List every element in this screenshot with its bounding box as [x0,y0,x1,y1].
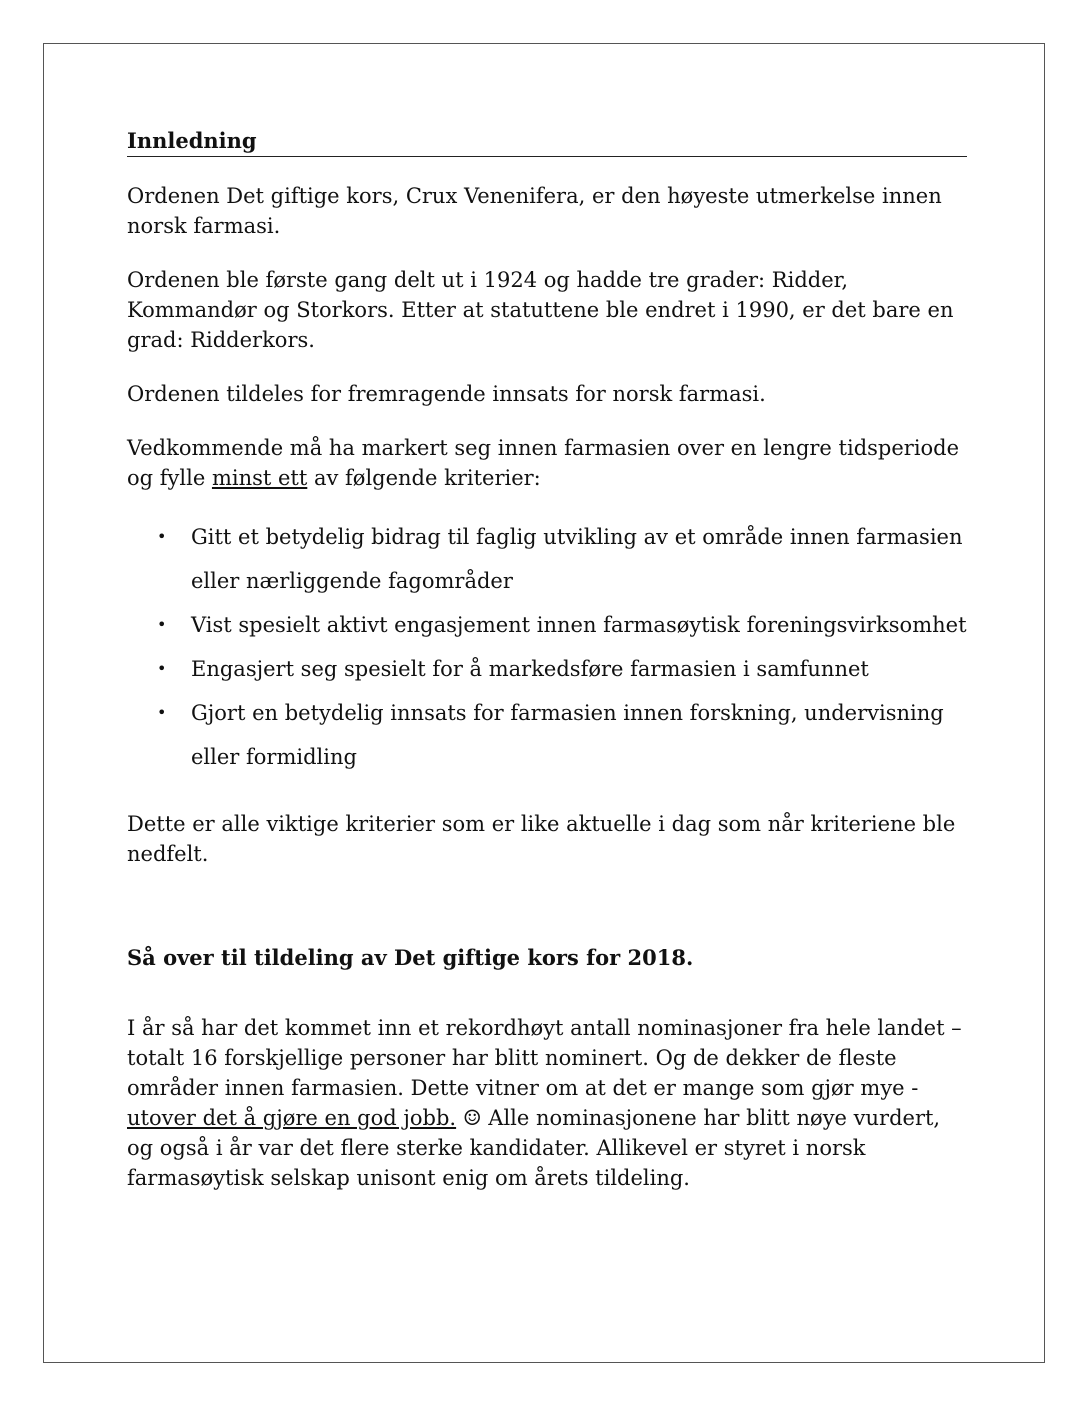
smiley-icon: ☺ [456,1106,489,1130]
bullet-icon: • [157,659,167,678]
bullet-icon: • [157,615,167,634]
criteria-item-text: Vist spesielt aktivt engasjement innen farmasøytisk foreningsvirksomhet [191,613,967,637]
list-item [127,603,967,647]
bullet-icon: • [157,527,167,546]
list-item [127,515,967,603]
bullet-icon: • [157,703,167,722]
nominations-text-start: I år så har det kommet inn et rekordhøyt antall nominasjoner fra hele landet – totalt 16 forskjellige personer har blitt nominert. Og de dekker de fleste områder innen farmasien. Dette vitner om at det er mange som gjør mye - [127,1016,962,1100]
paragraph-purpose: Ordenen tildeles for fremragende innsats for norsk farmasi. [127,382,766,406]
list-item [127,647,967,691]
criteria-item-text: Gjort en betydelig innsats for farmasien innen forskning, undervisning eller formidling [191,701,944,769]
document-body [127,126,967,1193]
paragraph-intro: Ordenen Det giftige kors, Crux Venenifera, er den høyeste utmerkelse innen norsk farmasi. [127,184,942,238]
list-item [127,691,967,779]
requirements-text-end: av følgende kriterier: [307,466,541,490]
paragraph-conclusion: Dette er alle viktige kriterier som er like aktuelle i dag som når kriteriene ble nedfelt. [127,812,956,866]
underlined-utover: utover det å gjøre en god jobb. [127,1106,457,1130]
criteria-list [127,515,967,779]
section-heading-rule [127,126,967,157]
section-heading-innledning: Innledning [127,128,257,153]
paragraph-requirements [127,433,967,493]
paragraph-history: Ordenen ble første gang delt ut i 1924 og hadde tre grader: Ridder, Kommandør og Storkors. Etter at statuttene ble endret i 1990, er det bare en grad: Ridderkors. [127,268,954,352]
criteria-item-text: Gitt et betydelig bidrag til faglig utvikling av et område innen farmasien eller nærliggende fagområder [191,525,963,593]
nominations-text-end: Alle nominasjonene har blitt nøye vurdert, og også i år var det flere sterke kandidater. Allikevel er styret i norsk farmasøytisk selskap unisont enig om årets tildeling. [127,1106,941,1190]
section-heading-2018: Så over til tildeling av Det giftige kors for 2018. [127,945,694,970]
requirements-text-start: Vedkommende må ha markert seg innen farmasien over en lengre tidsperiode og fylle [127,436,960,490]
underlined-minst-ett: minst ett [211,466,308,490]
criteria-item-text: Engasjert seg spesielt for å markedsføre farmasien i samfunnet [191,657,869,681]
paragraph-nominations [127,1013,967,1193]
